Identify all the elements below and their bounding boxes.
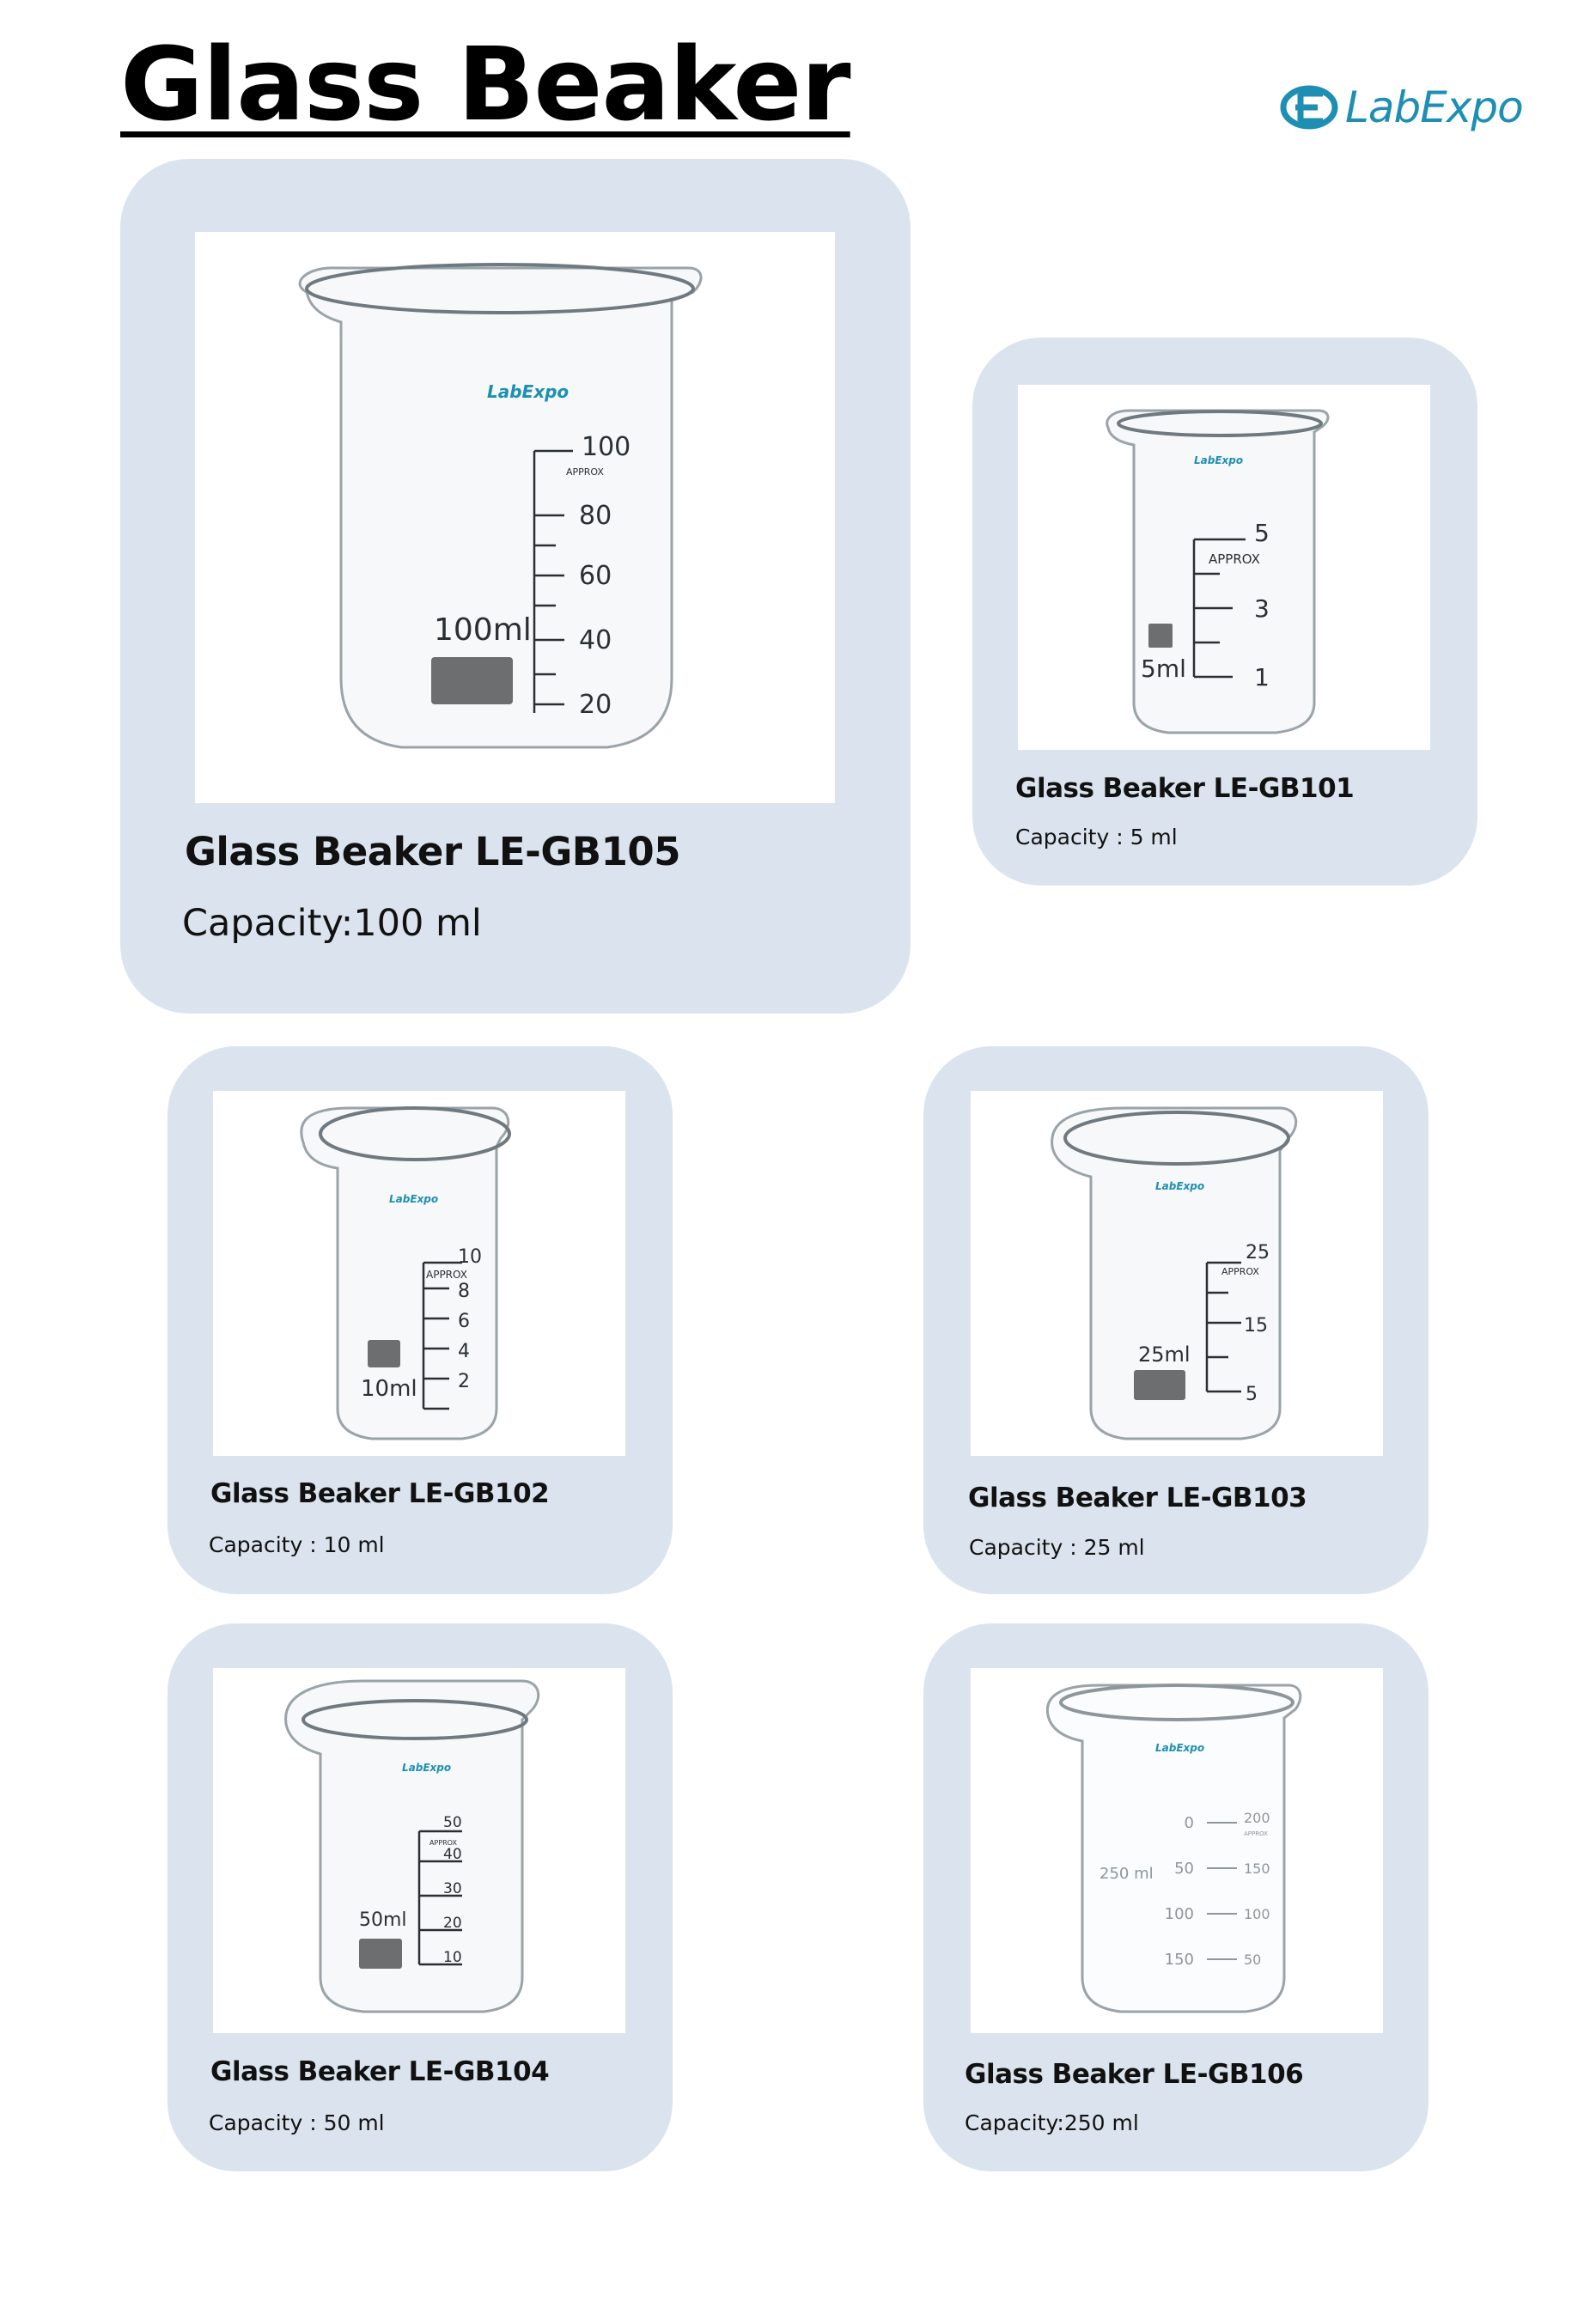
scale-mark-6: 6 xyxy=(458,1311,470,1332)
scale-approx: APPROX xyxy=(429,1839,457,1847)
beaker-100ml-illustration xyxy=(195,232,835,803)
product-capacity: Capacity:100 ml xyxy=(182,902,482,945)
beaker-5ml-illustration xyxy=(1018,385,1430,750)
scale-approx: APPROX xyxy=(426,1269,467,1281)
scale-mark-8: 8 xyxy=(458,1281,470,1302)
labexpo-logo-icon xyxy=(1280,82,1340,133)
product-name: Glass Beaker LE-GB106 xyxy=(965,2059,1304,2090)
product-photo-le-gb105 xyxy=(195,232,835,803)
volume-label: 100ml xyxy=(434,612,532,648)
scale-approx: APPROX xyxy=(1209,551,1260,567)
scale-mark-left-150: 150 xyxy=(1164,1951,1194,1969)
product-card-le-gb103 xyxy=(923,1046,1428,1594)
scale-mark-10: 10 xyxy=(443,1949,462,1966)
scale-mark-left-100: 100 xyxy=(1164,1905,1194,1923)
beaker-logo: LabExpo xyxy=(1155,1742,1205,1754)
beaker-logo: LabExpo xyxy=(1194,454,1244,466)
product-photo-le-gb101 xyxy=(1018,385,1430,750)
scale-mark-15: 15 xyxy=(1244,1315,1268,1337)
scale-mark-60: 60 xyxy=(579,561,612,591)
scale-mark-20: 20 xyxy=(443,1915,462,1932)
product-card-le-gb106 xyxy=(923,1623,1428,2171)
page-title: Glass Beaker xyxy=(120,25,850,143)
scale-mark-20: 20 xyxy=(579,690,612,720)
label-patch xyxy=(1148,624,1173,648)
beaker-25ml-illustration xyxy=(971,1091,1383,1456)
labexpo-logo xyxy=(1280,79,1523,136)
product-photo-le-gb106 xyxy=(971,1668,1383,2033)
scale-mark-50: 50 xyxy=(443,1814,462,1831)
scale-mark-30: 30 xyxy=(443,1880,462,1897)
product-capacity: Capacity : 5 ml xyxy=(1015,825,1178,849)
scale-approx: APPROX xyxy=(1244,1830,1268,1837)
beaker-logo: LabExpo xyxy=(487,381,570,402)
beaker-logo: LabExpo xyxy=(1155,1180,1205,1192)
volume-label: 10ml xyxy=(361,1376,417,1402)
product-photo-le-gb103 xyxy=(971,1091,1383,1456)
scale-mark-2: 2 xyxy=(458,1371,470,1392)
scale-mark-right-200: 200 xyxy=(1244,1810,1270,1826)
scale-mark-right-50: 50 xyxy=(1244,1952,1262,1968)
beaker-10ml-illustration xyxy=(213,1091,625,1456)
product-name: Glass Beaker LE-GB101 xyxy=(1015,773,1355,804)
product-capacity: Capacity : 10 ml xyxy=(209,1532,385,1557)
beaker-50ml-illustration xyxy=(213,1668,625,2033)
product-photo-le-gb102 xyxy=(213,1091,625,1456)
beaker-logo: LabExpo xyxy=(402,1762,452,1774)
scale-mark-80: 80 xyxy=(579,501,612,531)
beaker-logo: LabExpo xyxy=(389,1193,439,1205)
volume-label: 5ml xyxy=(1141,655,1186,683)
label-patch xyxy=(431,657,513,704)
label-patch xyxy=(1134,1370,1185,1400)
scale-mark-5: 5 xyxy=(1246,1384,1258,1405)
scale-mark-left-0: 0 xyxy=(1184,1814,1194,1832)
product-card-le-gb104 xyxy=(168,1623,673,2171)
product-capacity: Capacity:250 ml xyxy=(965,2110,1139,2135)
beaker-250ml-illustration xyxy=(971,1668,1383,2033)
product-name: Glass Beaker LE-GB103 xyxy=(968,1483,1307,1513)
product-card-le-gb105 xyxy=(120,159,911,1014)
scale-mark-right-100: 100 xyxy=(1244,1906,1270,1922)
scale-mark-right-150: 150 xyxy=(1244,1860,1270,1877)
scale-approx: APPROX xyxy=(566,466,604,478)
scale-mark-4: 4 xyxy=(458,1341,470,1362)
product-name: Glass Beaker LE-GB104 xyxy=(210,2056,550,2087)
product-capacity: Capacity : 50 ml xyxy=(209,2110,385,2135)
scale-mark-40: 40 xyxy=(579,625,612,655)
product-name: Glass Beaker LE-GB105 xyxy=(185,829,681,874)
scale-mark-25: 25 xyxy=(1246,1242,1270,1264)
labexpo-logo-text: LabExpo xyxy=(1345,82,1523,132)
scale-mark-100: 100 xyxy=(582,432,631,462)
label-patch xyxy=(368,1340,400,1367)
product-card-le-gb102 xyxy=(168,1046,673,1594)
scale-mark-1: 1 xyxy=(1254,663,1270,691)
scale-mark-40: 40 xyxy=(443,1846,462,1863)
product-photo-le-gb104 xyxy=(213,1668,625,2033)
scale-mark-10: 10 xyxy=(458,1246,482,1268)
scale-mark-left-50: 50 xyxy=(1174,1860,1194,1878)
volume-label: 50ml xyxy=(359,1909,407,1931)
volume-label: 25ml xyxy=(1138,1343,1191,1367)
product-card-le-gb101 xyxy=(972,338,1477,886)
product-capacity: Capacity : 25 ml xyxy=(969,1535,1145,1560)
scale-approx: APPROX xyxy=(1221,1266,1259,1277)
product-name: Glass Beaker LE-GB102 xyxy=(210,1478,550,1509)
label-patch xyxy=(359,1939,402,1969)
volume-label: 250 ml xyxy=(1100,1865,1154,1883)
scale-mark-3: 3 xyxy=(1254,594,1270,623)
scale-mark-5: 5 xyxy=(1254,519,1270,547)
